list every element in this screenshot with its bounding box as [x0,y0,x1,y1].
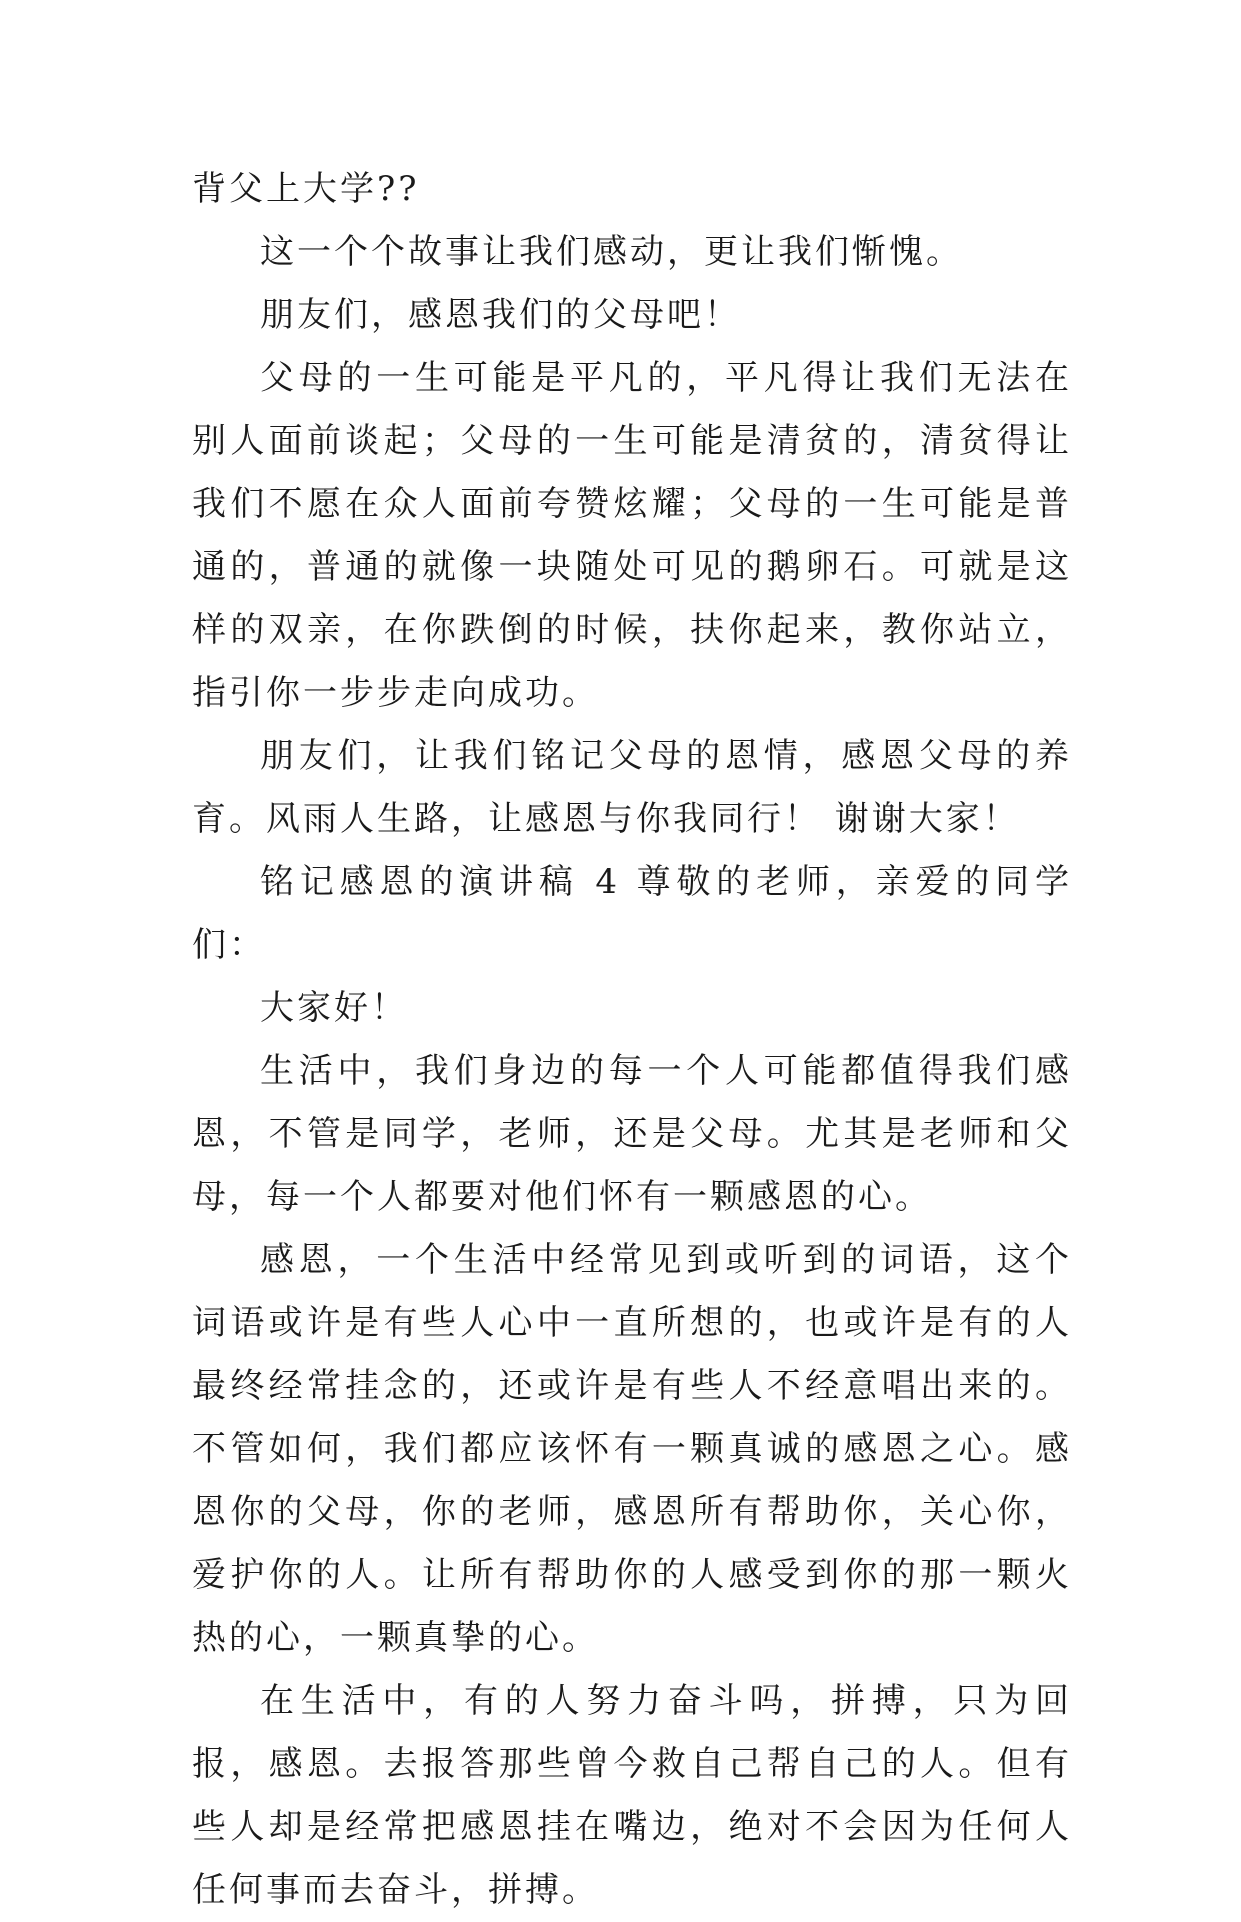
paragraph-5: 朋友们，让我们铭记父母的恩情，感恩父母的养育。风雨人生路，让感恩与你我同行！ 谢谢大家！ [192,736,1072,839]
paragraph-7: 大家好！ [260,988,408,1028]
paragraph-9: 感恩，一个生活中经常见到或听到的词语，这个词语或许是有些人心中一直所想的，也或许是有的人最终经常挂念的，还或许是有些人不经意唱出来的。不管如何，我们都应该怀有一颗真诚的感恩之心。感恩你的父母，你的老师，感恩所有帮助你，关心你，爱护你的人。让所有帮助你的人感受到你的那一颗火热的心，一颗真挚的心。 [192,1240,1072,1658]
paragraph-1: 背父上大学?? [192,169,420,209]
paragraph-10: 在生活中，有的人努力奋斗吗，拼搏，只为回报，感恩。去报答那些曾今救自己帮自己的人。但有些人却是经常把感恩挂在嘴边，绝对不会因为任何人任何事而去奋斗，拼搏。 [192,1681,1072,1910]
paragraph-3: 朋友们，感恩我们的父母吧！ [260,295,741,335]
paragraph-8: 生活中，我们身边的每一个人可能都值得我们感恩，不管是同学，老师，还是父母。尤其是老师和父母，每一个人都要对他们怀有一颗感恩的心。 [192,1051,1072,1217]
paragraph-4: 父母的一生可能是平凡的，平凡得让我们无法在别人面前谈起；父母的一生可能是清贫的，清贫得让我们不愿在众人面前夸赞炫耀；父母的一生可能是普通的，普通的就像一块随处可见的鹅卵石。可就是这样的双亲，在你跌倒的时候，扶你起来，教你站立，指引你一步步走向成功。 [192,358,1072,713]
paragraph-6: 铭记感恩的演讲稿 4 尊敬的老师，亲爱的同学们： [192,862,1072,965]
document-body [192,158,1072,1922]
paragraph-2: 这一个个故事让我们感动，更让我们惭愧。 [260,232,963,272]
